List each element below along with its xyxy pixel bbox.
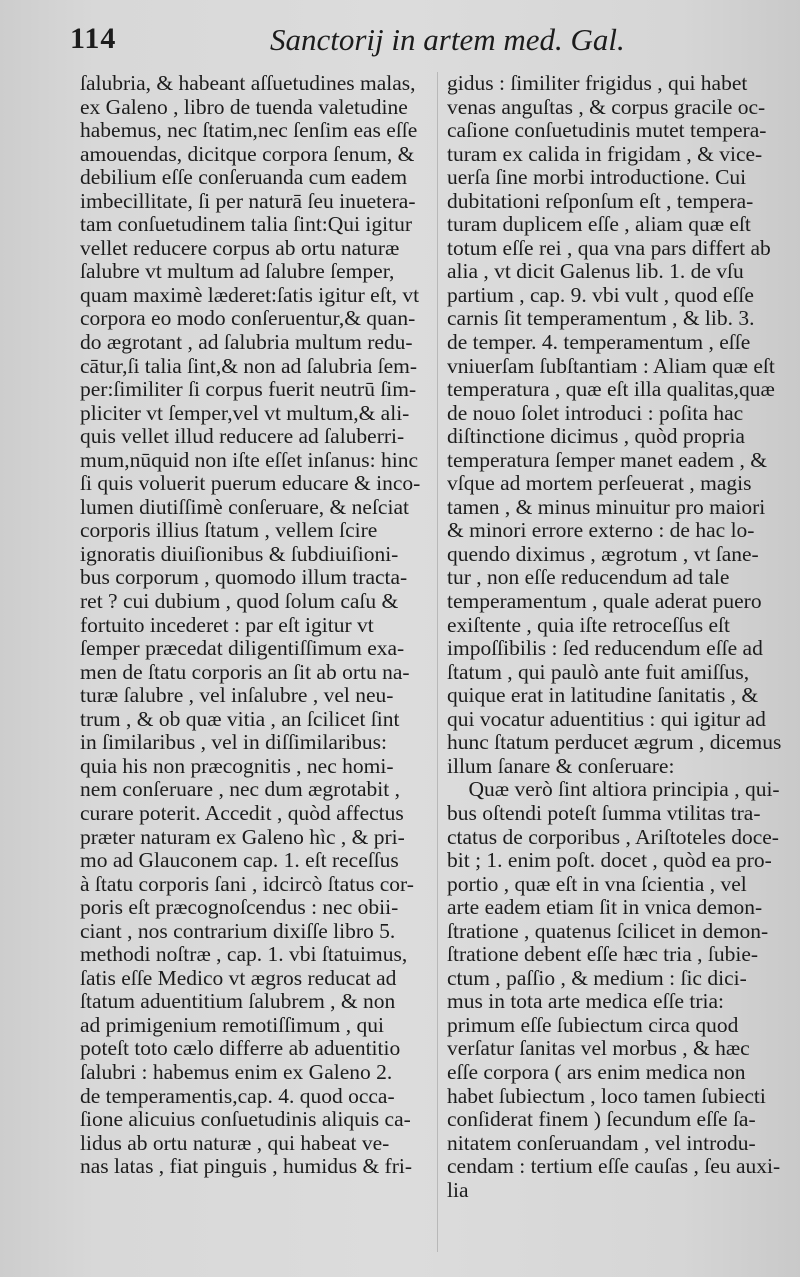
- text-line: ad primigenium remotiſſimum , qui: [80, 1012, 384, 1037]
- text-line: ſtratione debent eſſe hæc tria , ſubie-: [447, 942, 759, 967]
- text-line: cendam : tertium eſſe cauſas , ſeu auxi-: [447, 1154, 781, 1179]
- text-line: amouendas, dicitque corpora ſenum, &: [80, 141, 415, 166]
- text-line: arte eadem etiam ſit in vnica demon-: [447, 895, 763, 920]
- text-line: bus oſtendi poteſt ſumma vtilitas tra-: [447, 800, 761, 825]
- text-line: turæ ſalubre , vel inſalubre , vel neu-: [80, 683, 394, 708]
- text-line: turam duplicem eſſe , aliam quæ eſt: [447, 212, 751, 237]
- text-line: à ſtatu corporis ſani , idcircò ſtatus cor-: [80, 871, 414, 896]
- text-line: Quæ verò ſint altiora principia , qui-: [447, 777, 780, 802]
- text-line: methodi noſtræ , cap. 1. vbi ſtatuimus,: [80, 942, 408, 967]
- text-line: quique erat in latitudine ſanitatis , &: [447, 683, 759, 708]
- text-line: de temperamentis,cap. 4. quod occa-: [80, 1083, 395, 1108]
- text-line: ſtatum aduentitium ſalubrem , & non: [80, 989, 396, 1014]
- text-line: fortuito incederet : par eſt igitur vt: [80, 612, 374, 637]
- text-line: qui vocatur aduentitius : qui igitur ad: [447, 706, 766, 731]
- page-number: 114: [70, 22, 117, 55]
- running-title: Sanctorij in artem med. Gal.: [270, 22, 625, 57]
- page-header: [70, 22, 770, 66]
- text-line: do ægrotant , ad ſalubria multum redu-: [80, 330, 413, 355]
- text-line: ſalubria, & habeant aſſuetudines malas,: [80, 72, 416, 95]
- text-line: lumen diutiſſimè conſeruare, & neſciat: [80, 494, 409, 519]
- text-line: conſiderat finem ) ſecundum eſſe ſa-: [447, 1107, 756, 1132]
- text-line: alia , vt dicit Galenus lib. 1. de vſu: [447, 259, 744, 284]
- text-line: uerſa ſine morbi introductione. Cui: [447, 165, 747, 190]
- text-line: de nouo ſolet introduci : poſita hac: [447, 400, 744, 425]
- text-line: poteſt toto cælo differre ab aduentitio: [80, 1036, 401, 1061]
- text-line: mus in tota arte medica eſſe tria:: [447, 989, 725, 1014]
- text-line: men de ſtatu corporis an ſit ab ortu na-: [80, 659, 410, 684]
- text-line: tamen , & minus minuitur pro maiori: [447, 494, 766, 519]
- text-line: eſſe corpora ( ars enim medica non: [447, 1059, 746, 1084]
- left-text-column: [80, 72, 430, 1179]
- text-line: ſi quis voluerit puerum educare & inco-: [80, 471, 421, 496]
- text-line: ſtatum , qui paulò ante fuit amiſſus,: [447, 659, 750, 684]
- text-line: vellet reducere corpus ab ortu naturæ: [80, 235, 400, 260]
- text-line: habemus, nec ſtatim,nec ſenſim eas eſſe: [80, 118, 418, 143]
- text-line: corporis illius ſtatum , vellem ſcire: [80, 518, 378, 543]
- text-line: ignoratis diuiſionibus & ſubdiuiſioni-: [80, 541, 399, 566]
- text-line: hunc ſtatum perducet ægrum , dicemus: [447, 730, 782, 755]
- right-text-column: [447, 72, 792, 1202]
- text-line: curare poterit. Accedit , quòd affectus: [80, 800, 404, 825]
- text-line: turam ex calida in frigidam , & vice-: [447, 141, 763, 166]
- text-line: quia his non præcognitis , nec homi-: [80, 753, 394, 778]
- text-line: per:ſimiliter ſi corpus fuerit neutrū ſim-: [80, 377, 417, 402]
- text-line: lidus ab ortu naturæ , qui habeat ve-: [80, 1130, 390, 1155]
- text-line: ſalubri : habemus enim ex Galeno 2.: [80, 1059, 393, 1084]
- text-line: vniuerſam ſubſtantiam : Aliam quæ eſt: [447, 353, 775, 378]
- text-line: illum ſanare & conſeruare:: [447, 753, 675, 778]
- text-line: verſatur ſanitas vel morbus , & hæc: [447, 1036, 750, 1061]
- text-line: & minori errore externo : de hac lo-: [447, 518, 755, 543]
- text-line: caſione conſuetudinis mutet tempera-: [447, 118, 767, 143]
- text-line: ſtratione , quatenus ſcilicet in demon-: [447, 918, 769, 943]
- text-line: bit ; 1. enim poſt. docet , quòd ea pro-: [447, 848, 772, 873]
- text-line: dubitationi reſponſum eſt , tempera-: [447, 188, 754, 213]
- text-line: carnis ſit temperamentum , & lib. 3.: [447, 306, 755, 331]
- text-line: de temper. 4. temperamentum , eſſe: [447, 330, 751, 355]
- text-line: temperatura , quæ eſt illa qualitas,quæ: [447, 377, 775, 402]
- text-line: ſione alicuius conſuetudinis aliquis ca-: [80, 1107, 411, 1132]
- text-line: lia: [447, 1177, 469, 1202]
- text-line: quam maximè læderet:ſatis igitur eſt, vt: [80, 282, 420, 307]
- text-line: partium , cap. 9. vbi vult , quod eſſe: [447, 282, 754, 307]
- text-line: quendo diximus , ægrotum , vt ſane-: [447, 541, 759, 566]
- text-line: portio , quæ eſt in vna ſcientia , vel: [447, 871, 747, 896]
- text-line: impoſſibilis : ſed reducendum eſſe ad: [447, 636, 763, 661]
- text-line: bus corporum , quomodo illum tracta-: [80, 565, 408, 590]
- text-line: ciant , nos contrarium dixiſſe libro 5.: [80, 918, 396, 943]
- text-line: primum eſſe ſubiectum circa quod: [447, 1012, 739, 1037]
- text-line: vſque ad mortem perſeuerat , magis: [447, 471, 752, 496]
- text-line: ctum , paſſio , & medium : ſic dici-: [447, 965, 747, 990]
- text-line: mum,nūquid non iſte eſſet inſanus: hinc: [80, 447, 418, 472]
- text-line: temperamentum , quale aderat puero: [447, 589, 762, 614]
- column-divider: [437, 72, 438, 1252]
- text-line: debilium eſſe conſeruanda cum eadem: [80, 165, 408, 190]
- text-line: tur , non eſſe reducendum ad tale: [447, 565, 730, 590]
- text-line: quis vellet illud reducere ad ſaluberri-: [80, 424, 405, 449]
- text-line: diſtinctione dicimus , quòd propria: [447, 424, 745, 449]
- text-line: cātur,ſi talia ſint,& non ad ſalubria ſem-: [80, 353, 418, 378]
- text-line: totum eſſe rei , qua vna pars differt ab: [447, 235, 771, 260]
- text-line: in ſimilaribus , vel in diſſimilaribus:: [80, 730, 387, 755]
- text-line: nitatem conſeruandam , vel introdu-: [447, 1130, 756, 1155]
- text-line: trum , & ob quæ vitia , an ſcilicet ſint: [80, 706, 400, 731]
- text-line: mo ad Glauconem cap. 1. eſt receſſus: [80, 848, 399, 873]
- text-line: tam conſuetudinem talia ſint:Qui igitur: [80, 212, 412, 237]
- text-line: ex Galeno , libro de tuenda valetudine: [80, 94, 408, 119]
- text-line: gidus : ſimiliter frigidus , qui habet: [447, 72, 748, 95]
- text-line: ſemper præcedat diligentiſſimum exa-: [80, 636, 405, 661]
- text-line: nem conſeruare , nec dum ægrotabit ,: [80, 777, 401, 802]
- text-line: ſalubre vt multum ad ſalubre ſemper,: [80, 259, 395, 284]
- text-line: habet ſubiectum , loco tamen ſubiecti: [447, 1083, 766, 1108]
- text-line: nas latas , fiat pinguis , humidus & fri-: [80, 1154, 413, 1179]
- text-line: ret ? cui dubium , quod ſolum caſu &: [80, 589, 399, 614]
- text-line: poris eſt præcognoſcendus : nec obii-: [80, 895, 399, 920]
- text-line: temperatura ſemper manet eadem , &: [447, 447, 767, 472]
- text-line: exiſtente , quia iſte retroceſſus eſt: [447, 612, 730, 637]
- text-line: imbecillitate, ſi per naturā ſeu inuetera-: [80, 188, 416, 213]
- text-line: venas anguſtas , & corpus gracile oc-: [447, 94, 766, 119]
- text-line: ctatus de corporibus , Ariſtoteles doce-: [447, 824, 779, 849]
- text-line: pliciter vt ſemper,vel vt multum,& ali-: [80, 400, 410, 425]
- text-line: præter naturam ex Galeno hìc , & pri-: [80, 824, 405, 849]
- text-line: corpora eo modo conſeruentur,& quan-: [80, 306, 416, 331]
- text-line: ſatis eſſe Medico vt ægros reducat ad: [80, 965, 397, 990]
